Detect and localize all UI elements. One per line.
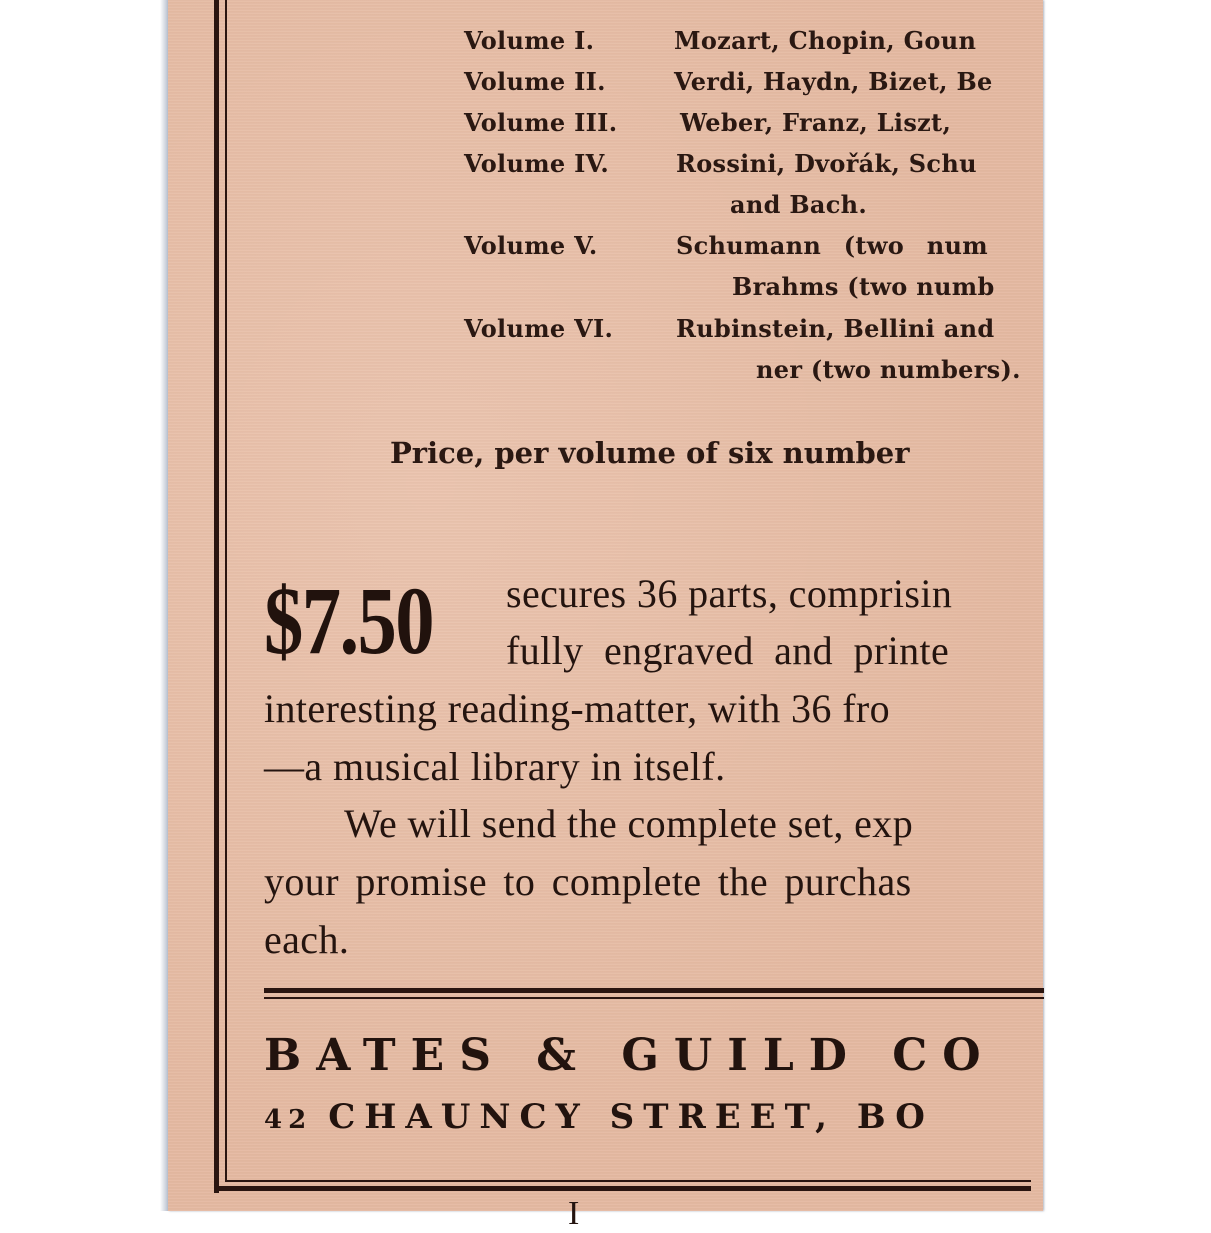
address-number: 42: [264, 1105, 313, 1135]
volume-label: Volume V.: [464, 231, 598, 260]
volume-composers: Rubinstein, Bellini and: [676, 314, 995, 343]
divider-rule-thick: [264, 988, 1044, 993]
address-street: CHAUNCY STREET, BO: [328, 1097, 934, 1137]
offer-price: $7.50: [264, 567, 433, 674]
volume-label: Volume II.: [464, 67, 606, 96]
offer-text-line: secures 36 parts, comprisin: [506, 571, 953, 616]
divider-rule-thin: [264, 997, 1044, 999]
volume-label: Volume III.: [464, 108, 618, 137]
publisher-name: BATES & GUILD CO: [264, 1030, 996, 1081]
offer-text-line: interesting reading-matter, with 36 fro: [264, 686, 891, 731]
volume-continuation: and Bach.: [730, 190, 868, 219]
publisher-address: [264, 1097, 934, 1137]
volume-label: Volume VI.: [464, 314, 614, 343]
offer-text-line: —a musical library in itself.: [264, 744, 726, 789]
page-edge-shadow: [160, 0, 168, 1211]
volume-composers: Rossini, Dvořák, Schu: [676, 149, 977, 178]
offer-text-line: fully engraved and printe: [506, 628, 950, 673]
offer-text-line: We will send the complete set, exp: [344, 801, 914, 846]
offer-text-line: your promise to complete the purchas: [264, 859, 912, 904]
volume-composers: Schumann (two num: [676, 231, 988, 260]
volume-composers: Weber, Franz, Liszt,: [680, 108, 952, 137]
volume-continuation: ner (two numbers).: [756, 355, 1021, 384]
advertisement-content: [168, 0, 1043, 1232]
next-ad-fragment: I: [568, 1195, 580, 1232]
volume-label: Volume I.: [464, 26, 595, 55]
volume-composers: Verdi, Haydn, Bizet, Be: [674, 67, 993, 96]
offer-text-line: each.: [264, 917, 350, 962]
price-per-volume: Price, per volume of six number: [390, 436, 910, 470]
volume-label: Volume IV.: [464, 149, 610, 178]
volume-composers: Mozart, Chopin, Goun: [674, 26, 977, 55]
volume-continuation: Brahms (two numb: [732, 272, 995, 301]
